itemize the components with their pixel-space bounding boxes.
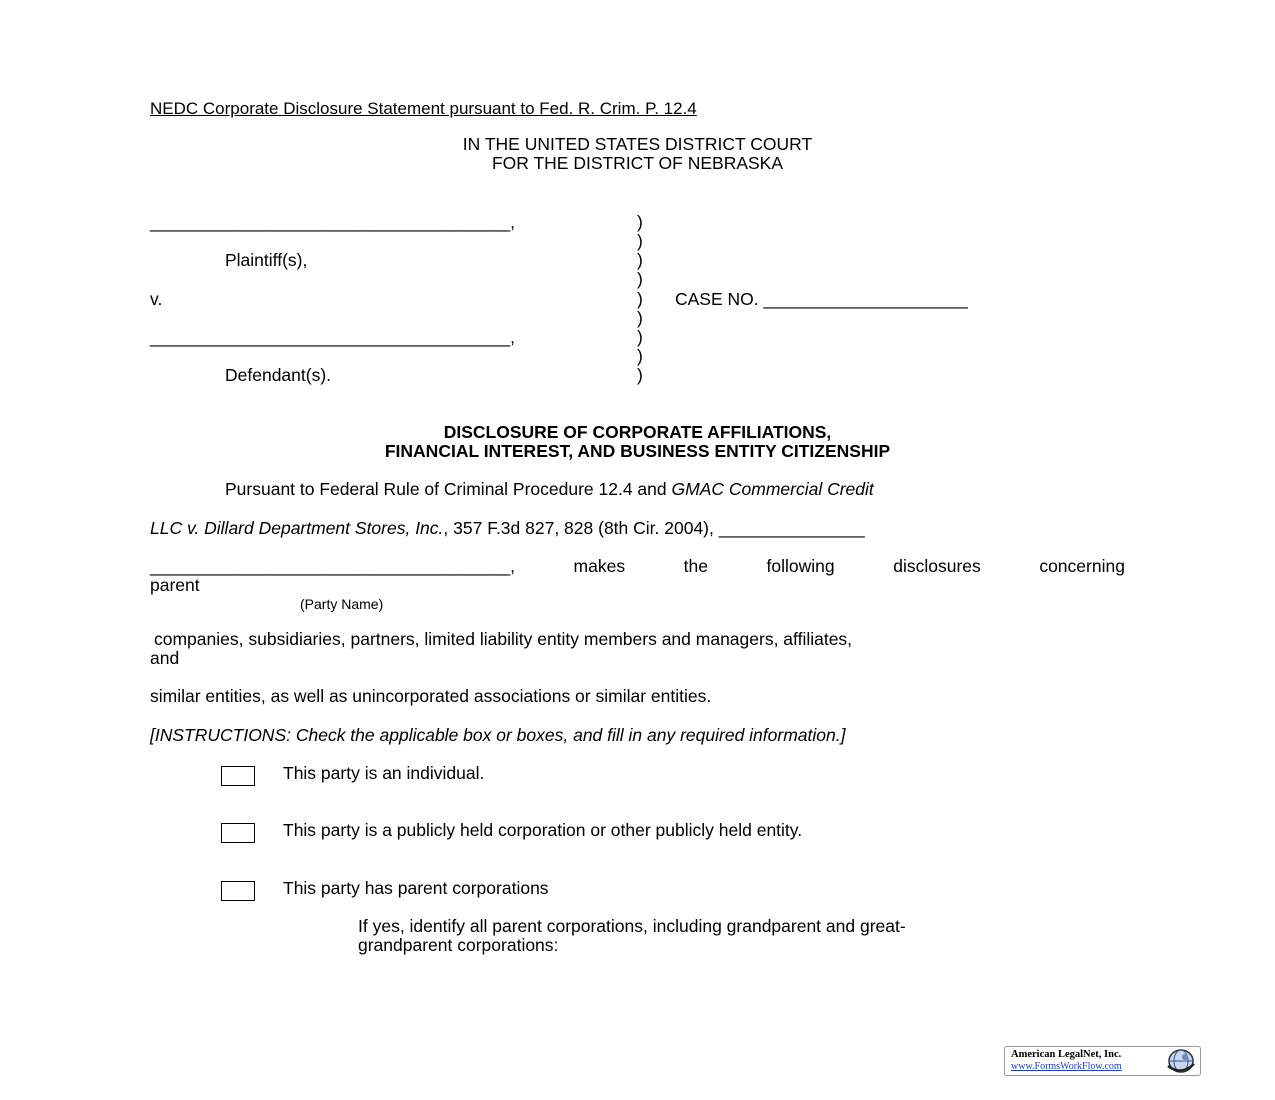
similar-entities-line: similar entities, as well as unincorporated associations or similar entities. xyxy=(150,686,712,706)
body-line-1 xyxy=(225,479,874,499)
body-word: following xyxy=(766,556,835,576)
document-title-line1: DISCLOSURE OF CORPORATE AFFILIATIONS, xyxy=(443,422,832,442)
form-header-statement: NEDC Corporate Disclosure Statement pursuant to Fed. R. Crim. P. 12.4 xyxy=(150,99,697,118)
caption-paren: ) xyxy=(637,346,643,366)
logo-company-name: American LegalNet, Inc. xyxy=(1011,1049,1122,1060)
parent-followup-line2: grandparent corporations: xyxy=(358,935,559,955)
caption-paren: ) xyxy=(637,308,643,328)
rule-reference-text: Pursuant to Federal Rule of Criminal Procedure 12.4 and xyxy=(225,479,667,499)
caption-paren: ) xyxy=(637,289,643,309)
case-name-italic: LLC v. Dillard Department Stores, Inc. xyxy=(150,518,444,538)
parent-corporations-checkbox[interactable] xyxy=(221,881,255,901)
body-word: concerning xyxy=(1039,556,1125,576)
body-line-2 xyxy=(150,518,865,538)
parent-followup-line1: If yes, identify all parent corporations, including grandparent and great- xyxy=(358,916,906,936)
and-word: and xyxy=(150,648,180,668)
body-word: makes xyxy=(573,556,626,576)
parent-word: parent xyxy=(150,575,200,595)
instructions-text: [INSTRUCTIONS: Check the applicable box or boxes, and fill in any required information.] xyxy=(150,725,846,745)
case-name-italic: GMAC Commercial Credit xyxy=(671,479,874,499)
publicly-held-checkbox-label: This party is a publicly held corporation or other publicly held entity. xyxy=(283,820,803,840)
plaintiff-name-blank[interactable]: _____________________________________, xyxy=(150,212,515,232)
case-number-blank[interactable]: _____________________ xyxy=(763,289,968,309)
body-word: disclosures xyxy=(893,556,981,576)
body-word: the xyxy=(683,556,708,576)
individual-checkbox[interactable] xyxy=(221,766,255,786)
caption-paren: ) xyxy=(637,269,643,289)
defendant-name-blank[interactable]: _____________________________________, xyxy=(150,327,515,347)
party-name-caption: (Party Name) xyxy=(300,596,384,612)
case-number-field xyxy=(675,289,968,309)
caption-paren: ) xyxy=(637,250,643,270)
logo-url-link[interactable]: www.FormsWorkFlow.com xyxy=(1011,1061,1122,1072)
companies-line: companies, subsidiaries, partners, limited liability entity members and managers, affiliates, xyxy=(154,629,853,649)
plaintiff-label: Plaintiff(s), xyxy=(225,250,308,270)
party-name-line xyxy=(150,556,1125,576)
document-title-line2: FINANCIAL INTEREST, AND BUSINESS ENTITY CITIZENSHIP xyxy=(384,441,891,461)
forms-workflow-logo[interactable] xyxy=(1004,1046,1201,1076)
caption-paren: ) xyxy=(637,231,643,251)
publicly-held-checkbox[interactable] xyxy=(221,823,255,843)
court-name-line1: IN THE UNITED STATES DISTRICT COURT xyxy=(462,134,813,154)
court-name-line2: FOR THE DISTRICT OF NEBRASKA xyxy=(491,153,784,173)
party-name-blank[interactable]: _____________________________________, xyxy=(150,556,515,576)
defendant-label: Defendant(s). xyxy=(225,365,332,385)
caption-paren: ) xyxy=(637,212,643,232)
caption-paren: ) xyxy=(637,365,643,385)
case-citation: , 357 F.3d 827, 828 (8th Cir. 2004), _______________ xyxy=(443,518,865,538)
case-number-label: CASE NO. xyxy=(675,289,759,309)
individual-checkbox-label: This party is an individual. xyxy=(283,763,485,783)
parent-corporations-checkbox-label: This party has parent corporations xyxy=(283,878,549,898)
versus-label: v. xyxy=(150,289,163,309)
globe-icon xyxy=(1163,1048,1197,1074)
caption-paren: ) xyxy=(637,327,643,347)
